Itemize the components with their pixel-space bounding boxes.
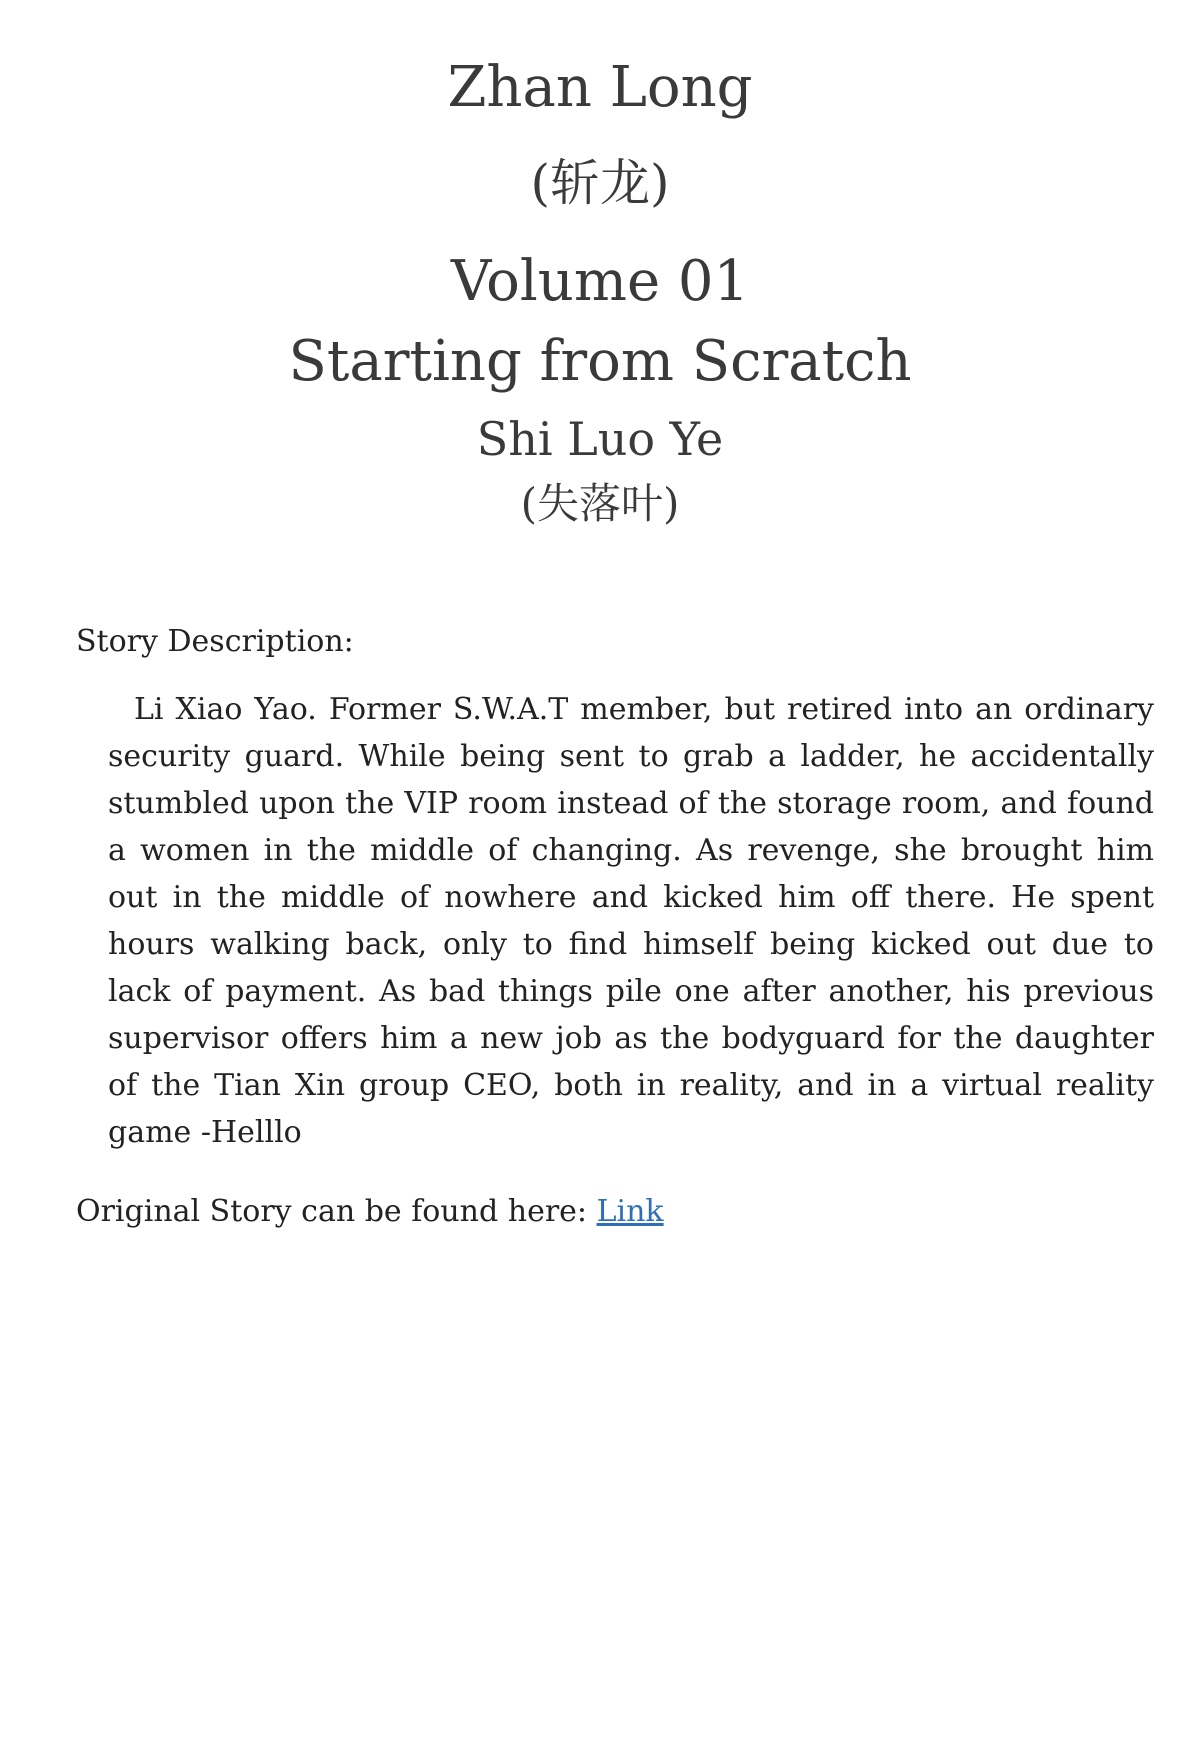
author-name-chinese: (失落叶) <box>520 479 680 528</box>
volume-subtitle: Starting from Scratch <box>288 329 912 394</box>
book-title-chinese: (斩龙) <box>530 154 670 212</box>
volume-number: Volume 01 <box>450 249 750 314</box>
original-story-link[interactable]: Link <box>596 1194 664 1229</box>
story-description-label: Story Description: <box>76 624 354 659</box>
story-description-text: Li Xiao Yao. Former S.W.A.T member, but retired into an ordinary security guard. While being sent to grab a ladder, he accidentally stumbled upon the VIP room instead of the storage room, and found a women in the middle of changing. As revenge, she brought him out in the middle of nowhere and kicked him off there. He spent hours walking back, only to find himself being kicked out due to lack of payment. As bad things pile one after another, his previous supervisor offers him a new job as the bodyguard for the daughter of the Tian Xin group CEO, both in reality, and in a virtual reality game -Helllo <box>108 692 1154 1150</box>
original-story-label: Original Story can be found here: <box>76 1194 597 1229</box>
original-story-line <box>76 1192 664 1232</box>
author-name: Shi Luo Ye <box>476 412 724 466</box>
book-title: Zhan Long <box>447 55 753 120</box>
